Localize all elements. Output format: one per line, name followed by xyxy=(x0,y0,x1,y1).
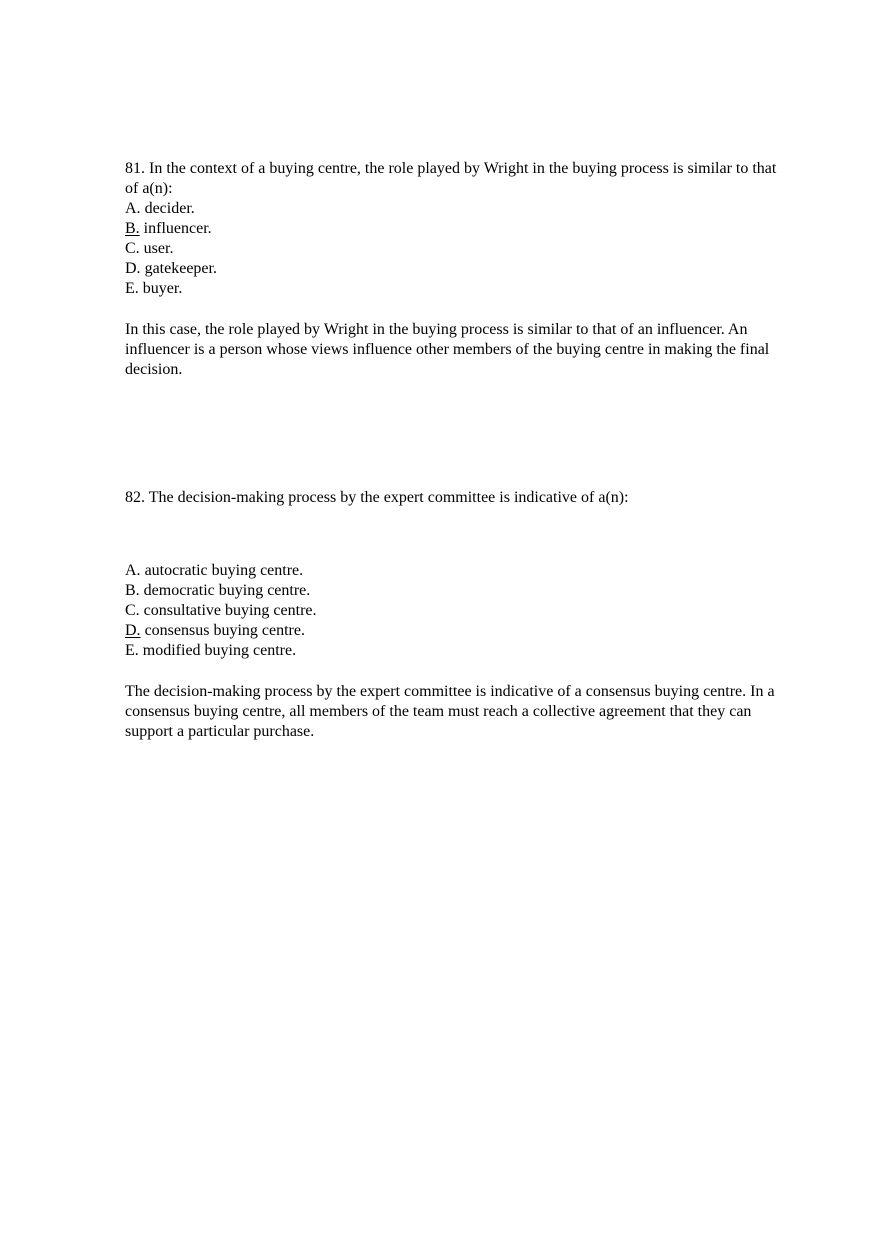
option-e xyxy=(125,641,785,661)
option-d xyxy=(125,621,785,641)
option-e xyxy=(125,279,785,299)
option-letter: B. xyxy=(125,582,140,599)
question-81 xyxy=(125,159,785,380)
question-stem: 82. The decision-making process by the expert committee is indicative of a(n): xyxy=(125,489,629,506)
option-text: user. xyxy=(143,240,174,257)
option-letter-correct: B. xyxy=(125,220,140,237)
option-letter: C. xyxy=(125,240,140,257)
option-b xyxy=(125,219,785,239)
option-text: decider. xyxy=(144,200,195,217)
option-letter: A. xyxy=(125,562,141,579)
option-letter: C. xyxy=(125,602,140,619)
option-c xyxy=(125,601,785,621)
option-c xyxy=(125,239,785,259)
option-text: modified buying centre. xyxy=(142,642,297,659)
answer-explanation: In this case, the role played by Wright in the buying process is similar to that of an influencer. An influencer is a person whose views influence other members of the buying centre in making the final decision. xyxy=(125,321,770,378)
answer-options xyxy=(125,561,785,661)
option-a xyxy=(125,561,785,581)
option-a xyxy=(125,199,785,219)
option-text: autocratic buying centre. xyxy=(144,562,304,579)
option-letter: A. xyxy=(125,200,141,217)
option-text: influencer. xyxy=(143,220,212,237)
option-letter: E. xyxy=(125,280,139,297)
question-82 xyxy=(125,488,785,742)
option-text: gatekeeper. xyxy=(144,260,217,277)
option-letter: D. xyxy=(125,260,141,277)
answer-options xyxy=(125,199,785,299)
option-text: buyer. xyxy=(142,280,183,297)
option-text: consultative buying centre. xyxy=(143,602,317,619)
answer-explanation: The decision-making process by the expert committee is indicative of a consensus buying centre. In a consensus buying centre, all members of the team must reach a collective agreement that they can support a particular purchase. xyxy=(125,683,775,740)
option-text: democratic buying centre. xyxy=(143,582,311,599)
option-d xyxy=(125,259,785,279)
option-text: consensus buying centre. xyxy=(144,622,305,639)
option-letter: E. xyxy=(125,642,139,659)
option-b xyxy=(125,581,785,601)
question-stem: 81. In the context of a buying centre, the role played by Wright in the buying process is similar to that of a(n): xyxy=(125,160,777,197)
option-letter-correct: D. xyxy=(125,622,141,639)
